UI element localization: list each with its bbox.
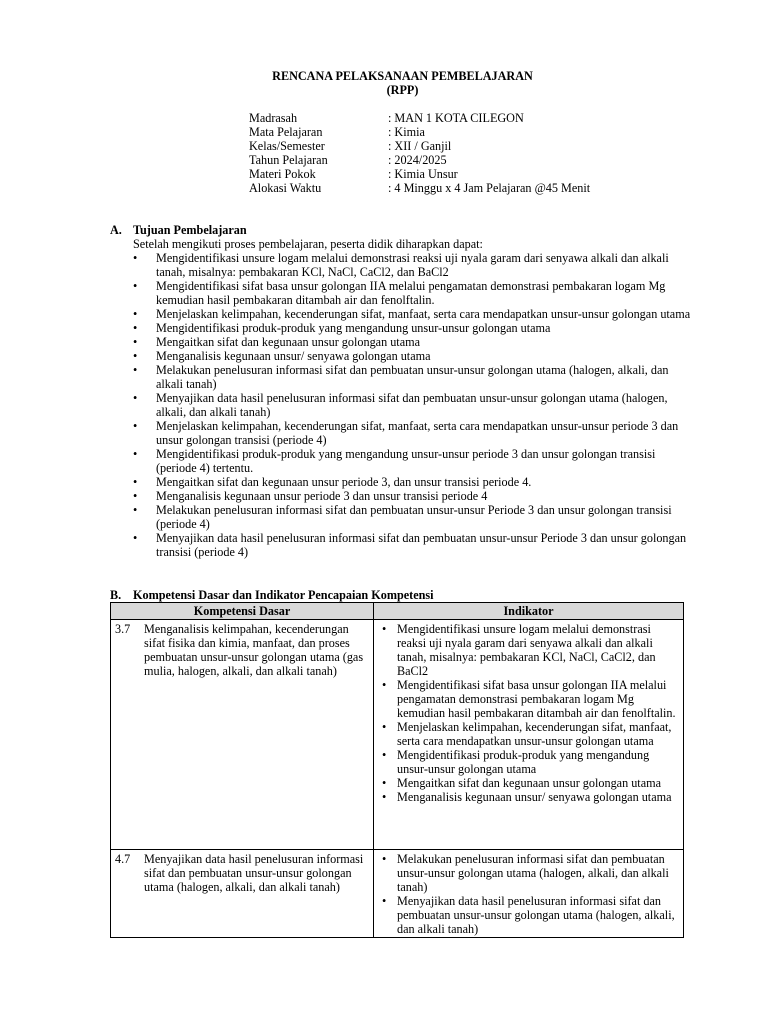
identity-value: : XII / Ganjil xyxy=(388,139,452,153)
list-item: • Menjelaskan kelimpahan, kecenderungan sifat, manfaat, serta cara mendapatkan unsur-unsur golongan utama xyxy=(378,720,679,748)
section-b-letter: B. xyxy=(110,588,122,602)
list-item: • Mengidentifikasi produk-produk yang mengandung unsur-unsur golongan utama xyxy=(133,321,693,335)
table-row xyxy=(111,620,684,850)
table-header-row xyxy=(111,603,684,620)
list-item: • Menganalisis kegunaan unsur/ senyawa golongan utama xyxy=(378,790,679,804)
kd-number: 4.7 xyxy=(115,852,131,866)
indicator-list xyxy=(378,622,679,804)
identity-row xyxy=(249,125,590,139)
identity-value: : 2024/2025 xyxy=(388,153,447,167)
list-item: • Mengaitkan sifat dan kegunaan unsur golongan utama xyxy=(133,335,693,349)
list-item: • Mengidentifikasi produk-produk yang mengandung unsur-unsur golongan utama xyxy=(378,748,679,776)
identity-row xyxy=(249,181,590,195)
section-a-title: Tujuan Pembelajaran xyxy=(133,223,247,237)
indicator-cell xyxy=(374,850,684,938)
kd-number: 3.7 xyxy=(115,622,131,636)
identity-row xyxy=(249,167,590,181)
identity-value: : Kimia xyxy=(388,125,425,139)
list-item: • Mengidentifikasi sifat basa unsur golongan IIA melalui pengamatan demonstrasi pembakaran logam Mg kemudian hasil pembakaran ditambah air dan fenolftalin. xyxy=(133,279,693,307)
section-a-heading xyxy=(110,223,247,237)
list-item: • Melakukan penelusuran informasi sifat dan pembuatan unsur-unsur golongan utama (halogen, alkali, dan alkali tanah) xyxy=(378,852,679,894)
section-b-title: Kompetensi Dasar dan Indikator Pencapaian Kompetensi xyxy=(133,588,434,602)
identity-row xyxy=(249,153,590,167)
section-b-heading xyxy=(110,588,434,602)
column-header-kd: Kompetensi Dasar xyxy=(111,603,374,620)
list-item: • Menyajikan data hasil penelusuran informasi sifat dan pembuatan unsur-unsur golongan utama (halogen, alkali, dan alkali tanah) xyxy=(378,894,679,936)
identity-value: : 4 Minggu x 4 Jam Pelajaran @45 Menit xyxy=(388,181,591,195)
document-title: RENCANA PELAKSANAAN PEMBELAJARAN xyxy=(272,69,533,83)
competency-table xyxy=(110,602,684,938)
kd-text: Menganalisis kelimpahan, kecenderungan sifat fisika dan kimia, manfaat, dan proses pembuatan unsur-unsur golongan utama (gas mulia, halogen, alkali, dan alkali tanah) xyxy=(144,622,364,678)
learning-goals-list xyxy=(133,251,693,559)
list-item: • Mengaitkan sifat dan kegunaan unsur periode 3, dan unsur transisi periode 4. xyxy=(133,475,693,489)
identity-block xyxy=(249,111,590,195)
indicator-list xyxy=(378,852,679,936)
list-item: • Melakukan penelusuran informasi sifat dan pembuatan unsur-unsur Periode 3 dan unsur golongan transisi (periode 4) xyxy=(133,503,693,531)
list-item: • Mengidentifikasi produk-produk yang mengandung unsur-unsur periode 3 dan unsur golongan transisi (periode 4) tertentu. xyxy=(133,447,693,475)
list-item: • Mengidentifikasi unsure logam melalui demonstrasi reaksi uji nyala garam dari senyawa alkali dan alkali tanah, misalnya: pembakaran KCl, NaCl, CaCl2, dan BaCl2 xyxy=(378,622,679,678)
list-item: • Menyajikan data hasil penelusuran informasi sifat dan pembuatan unsur-unsur golongan utama (halogen, alkali, dan alkali tanah) xyxy=(133,391,693,419)
identity-label: Tahun Pelajaran xyxy=(249,153,328,167)
list-item: • Menjelaskan kelimpahan, kecenderungan sifat, manfaat, serta cara mendapatkan unsur-unsur periode 3 dan unsur golongan transisi (periode 4) xyxy=(133,419,693,447)
identity-label: Materi Pokok xyxy=(249,167,316,181)
identity-label: Kelas/Semester xyxy=(249,139,325,153)
list-item: • Mengidentifikasi unsure logam melalui demonstrasi reaksi uji nyala garam dari senyawa alkali dan alkali tanah, misalnya: pembakaran KCl, NaCl, CaCl2, dan BaCl2 xyxy=(133,251,693,279)
identity-value: : Kimia Unsur xyxy=(388,167,458,181)
list-item: • Menganalisis kegunaan unsur periode 3 dan unsur transisi periode 4 xyxy=(133,489,693,503)
kd-cell xyxy=(111,620,374,850)
identity-value: : MAN 1 KOTA CILEGON xyxy=(388,111,524,125)
list-item: • Menyajikan data hasil penelusuran informasi sifat dan pembuatan unsur-unsur Periode 3 dan unsur golongan transisi (periode 4) xyxy=(133,531,693,559)
kd-text: Menyajikan data hasil penelusuran informasi sifat dan pembuatan unsur-unsur golongan utama (halogen, alkali, dan alkali tanah) xyxy=(144,852,364,894)
section-a-letter: A. xyxy=(110,223,122,237)
list-item: • Melakukan penelusuran informasi sifat dan pembuatan unsur-unsur golongan utama (halogen, alkali, dan alkali tanah) xyxy=(133,363,693,391)
document-subtitle: (RPP) xyxy=(386,83,419,97)
list-item: • Menjelaskan kelimpahan, kecenderungan sifat, manfaat, serta cara mendapatkan unsur-unsur golongan utama xyxy=(133,307,693,321)
section-a-intro: Setelah mengikuti proses pembelajaran, peserta didik diharapkan dapat: xyxy=(133,237,483,251)
list-item: • Mengidentifikasi sifat basa unsur golongan IIA melalui pengamatan demonstrasi pembakaran logam Mg kemudian hasil pembakaran ditambah air dan fenolftalin. xyxy=(378,678,679,720)
identity-label: Madrasah xyxy=(249,111,298,125)
list-item: • Menganalisis kegunaan unsur/ senyawa golongan utama xyxy=(133,349,693,363)
identity-row xyxy=(249,139,590,153)
column-header-indicator: Indikator xyxy=(374,603,684,620)
identity-row xyxy=(249,111,590,125)
list-item: • Mengaitkan sifat dan kegunaan unsur golongan utama xyxy=(378,776,679,790)
identity-label: Mata Pelajaran xyxy=(249,125,323,139)
indicator-cell xyxy=(374,620,684,850)
kd-cell xyxy=(111,850,374,938)
table-row xyxy=(111,850,684,938)
identity-label: Alokasi Waktu xyxy=(249,181,322,195)
